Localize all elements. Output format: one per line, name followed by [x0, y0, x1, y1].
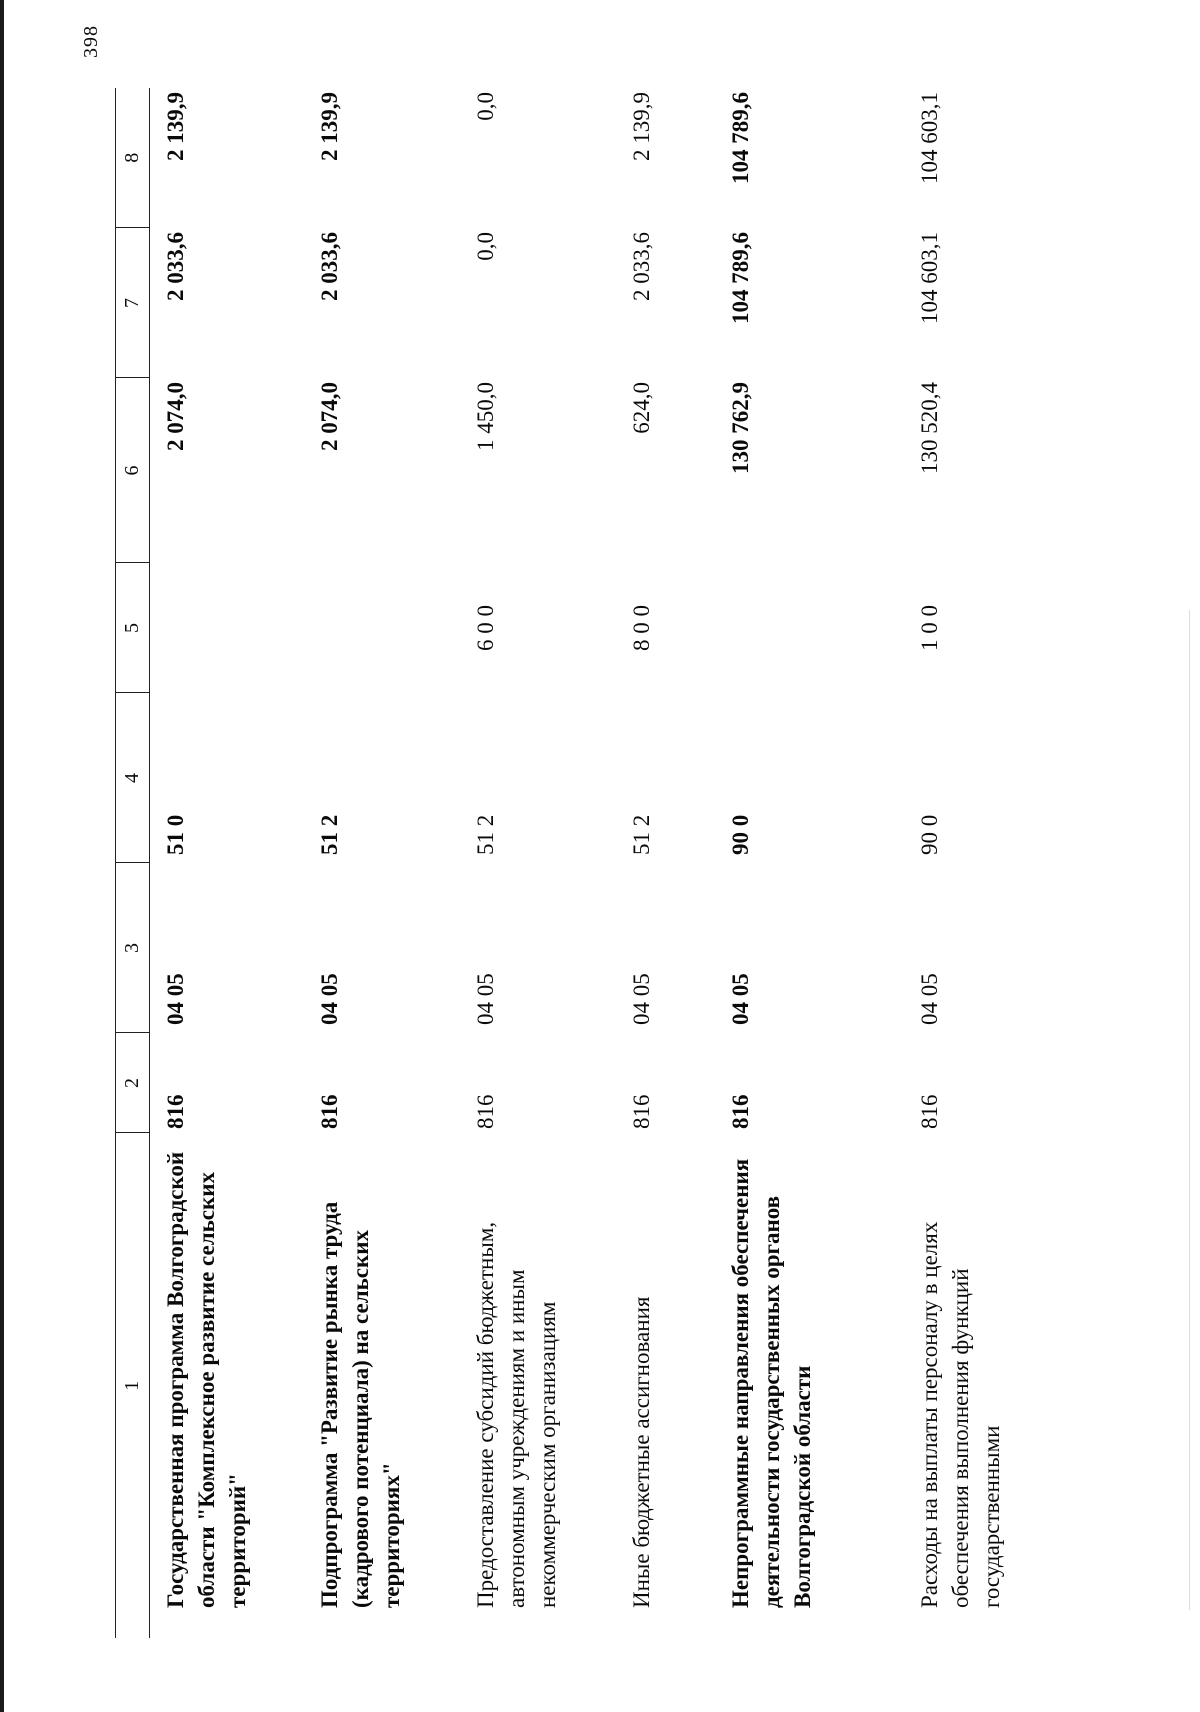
sum-col-8: 2 139,9 [317, 92, 342, 161]
header-col-8: 8 [116, 88, 150, 228]
target-code: 90 0 [728, 814, 753, 855]
row-name: Расходы на выплаты персоналу в целях обеспечения выполнения функций государственными [917, 1221, 1004, 1608]
sum-col-7: 2 033,6 [317, 232, 342, 301]
header-col-6: 6 [116, 378, 150, 563]
expense-type-code [721, 563, 910, 693]
header-col-5: 5 [116, 563, 150, 693]
target-code: 90 0 [917, 814, 942, 855]
section-code: 04 05 [163, 973, 188, 1025]
table-body [150, 88, 1040, 1638]
sum-col-6: 130 762,9 [728, 382, 753, 474]
sum-col-8: 0,0 [473, 92, 498, 121]
sum-col-6: 2 074,0 [163, 382, 188, 451]
expense-type-code [150, 563, 311, 693]
target-code: 51 0 [163, 814, 188, 855]
table-row [910, 88, 1039, 1638]
sum-col-8: 104 603,1 [917, 92, 942, 184]
expense-type-code [310, 563, 466, 693]
ministry-code: 816 [163, 1094, 188, 1129]
header-col-1: 1 [116, 1133, 150, 1638]
section-code: 04 05 [728, 973, 753, 1025]
target-code: 51 2 [317, 814, 342, 855]
sum-col-7: 104 789,6 [728, 232, 753, 324]
table-row [721, 88, 910, 1638]
row-name: Непрограммные направления обеспечения деятельности государственных органов Волгоградской области [728, 1158, 815, 1608]
sum-col-8: 104 789,6 [728, 92, 753, 184]
sum-col-7: 0,0 [473, 232, 498, 261]
section-code: 04 05 [473, 973, 498, 1025]
table-row [466, 88, 622, 1638]
sum-col-7: 2 033,6 [163, 232, 188, 301]
sum-col-7: 2 033,6 [629, 232, 654, 301]
sum-col-6: 624,0 [629, 382, 654, 434]
header-col-7: 7 [116, 228, 150, 378]
ministry-code: 816 [473, 1094, 498, 1129]
ministry-code: 816 [728, 1094, 753, 1129]
header-col-3: 3 [116, 863, 150, 1033]
sum-col-7: 104 603,1 [917, 232, 942, 324]
budget-table [115, 88, 1039, 1638]
expense-type-code: 8 0 0 [629, 605, 654, 651]
row-name: Государственная программа Волгоградской области "Комплексное развитие сельских территорий" [163, 1151, 250, 1608]
table-row [622, 88, 721, 1638]
ministry-code: 816 [917, 1094, 942, 1129]
section-code: 04 05 [317, 973, 342, 1025]
rotated-page-content [80, 25, 1035, 1638]
target-code: 51 2 [473, 814, 498, 855]
row-name: Иные бюджетные ассигнования [629, 1296, 654, 1608]
expense-type-code: 6 0 0 [473, 605, 498, 651]
row-name: Подпрограмма "Развитие рынка труда (кадрового потенциала) на сельских территориях" [317, 1201, 404, 1608]
section-code: 04 05 [917, 973, 942, 1025]
table-header [116, 88, 150, 1638]
sum-col-8: 2 139,9 [163, 92, 188, 161]
sum-col-6: 2 074,0 [317, 382, 342, 451]
ministry-code: 816 [317, 1094, 342, 1129]
expense-type-code: 1 0 0 [917, 605, 942, 651]
header-row [116, 88, 150, 1638]
sum-col-6: 130 520,4 [917, 382, 942, 474]
page-number: 398 [80, 25, 102, 58]
section-code: 04 05 [629, 973, 654, 1025]
header-col-2: 2 [116, 1033, 150, 1133]
ministry-code: 816 [629, 1094, 654, 1129]
target-code: 51 2 [629, 814, 654, 855]
header-col-4: 4 [116, 693, 150, 863]
table-row [310, 88, 466, 1638]
row-name: Предоставление субсидий бюджетным, автономным учреждениям и иным некоммерческим организациям [473, 1221, 560, 1608]
table-row [150, 88, 311, 1638]
sum-col-6: 1 450,0 [473, 382, 498, 451]
sum-col-8: 2 139,9 [629, 92, 654, 161]
